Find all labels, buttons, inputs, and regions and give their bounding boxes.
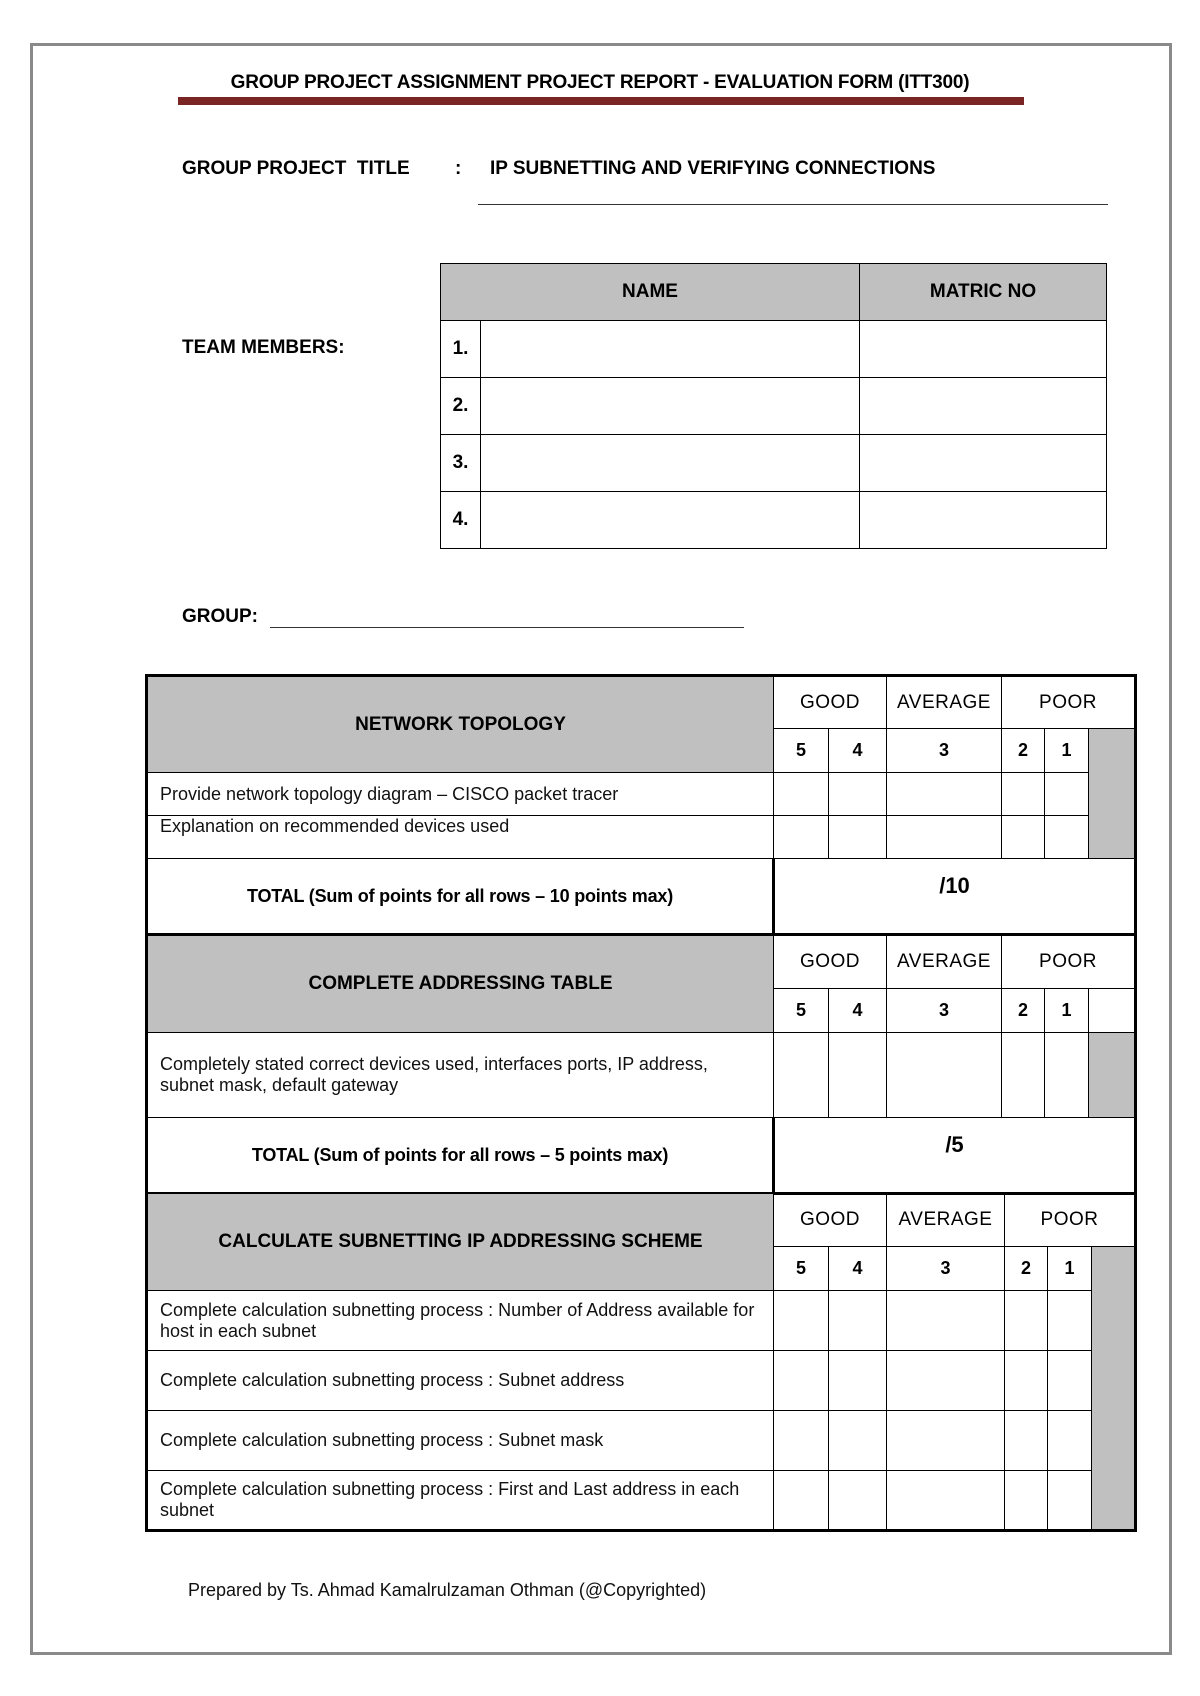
score-cell[interactable]: [1005, 1411, 1048, 1471]
criteria-text: Complete calculation subnetting process : Subnet address: [147, 1351, 774, 1411]
criteria-text: Complete calculation subnetting process : Number of Address available for host in each subnet: [147, 1291, 774, 1351]
matric-no-field[interactable]: [860, 378, 1107, 435]
criteria-text: Complete calculation subnetting process : First and Last address in each subnet: [147, 1471, 774, 1531]
team-row-number: 1.: [441, 321, 481, 378]
criteria-row: [147, 816, 1136, 859]
score-cell[interactable]: [1045, 816, 1089, 859]
score-cell[interactable]: [1005, 1291, 1048, 1351]
score-cell[interactable]: [774, 1351, 829, 1411]
score-cell[interactable]: [887, 816, 1002, 859]
team-row: [441, 378, 1107, 435]
project-title-colon: :: [455, 158, 462, 179]
grade-good: GOOD: [774, 676, 887, 729]
total-label: TOTAL (Sum of points for all rows – 5 points max): [147, 1118, 774, 1194]
criteria-row: [147, 1351, 1136, 1411]
total-value[interactable]: /10: [774, 859, 1136, 935]
score-cell[interactable]: [1005, 1351, 1048, 1411]
total-value[interactable]: /5: [774, 1118, 1136, 1194]
criteria-text: Explanation on recommended devices used: [147, 816, 774, 859]
score-3: 3: [887, 1247, 1005, 1291]
form-title: GROUP PROJECT ASSIGNMENT PROJECT REPORT - EVALUATION FORM (ITT300): [230, 72, 970, 93]
project-title-value: IP SUBNETTING AND VERIFYING CONNECTIONS: [490, 158, 936, 179]
score-cell[interactable]: [1048, 1471, 1092, 1531]
member-name-field[interactable]: [481, 378, 860, 435]
grade-good: GOOD: [774, 936, 887, 989]
criteria-text: Complete calculation subnetting process : Subnet mask: [147, 1411, 774, 1471]
project-title-label: GROUP PROJECT TITLE: [182, 158, 410, 179]
section-title: CALCULATE SUBNETTING IP ADDRESSING SCHEME: [147, 1194, 774, 1291]
member-name-field[interactable]: [481, 435, 860, 492]
total-label: TOTAL (Sum of points for all rows – 10 points max): [147, 859, 774, 935]
score-5: 5: [774, 729, 829, 773]
score-1: 1: [1045, 989, 1089, 1033]
grade-poor: POOR: [1005, 1194, 1136, 1247]
member-name-field[interactable]: [481, 492, 860, 549]
score-cell[interactable]: [829, 1351, 887, 1411]
score-cell[interactable]: [1048, 1291, 1092, 1351]
score-cell[interactable]: [829, 773, 887, 816]
score-cell[interactable]: [1045, 1033, 1089, 1118]
score-cell[interactable]: [774, 1411, 829, 1471]
grade-poor: POOR: [1002, 936, 1136, 989]
score-5: 5: [774, 1247, 829, 1291]
score-cell[interactable]: [774, 816, 829, 859]
score-4: 4: [829, 1247, 887, 1291]
team-row-number: 4.: [441, 492, 481, 549]
team-row-number: 2.: [441, 378, 481, 435]
matric-no-field[interactable]: [860, 435, 1107, 492]
section-title: COMPLETE ADDRESSING TABLE: [147, 936, 774, 1033]
score-cell[interactable]: [829, 1471, 887, 1531]
score-cell[interactable]: [887, 773, 1002, 816]
score-cell[interactable]: [829, 1033, 887, 1118]
score-cell[interactable]: [1045, 773, 1089, 816]
criteria-row: [147, 1411, 1136, 1471]
score-cell[interactable]: [887, 1351, 1005, 1411]
grade-average: AVERAGE: [887, 676, 1002, 729]
criteria-row: [147, 1291, 1136, 1351]
shaded-cell: [1089, 1033, 1136, 1118]
score-cell[interactable]: [774, 1033, 829, 1118]
score-cell[interactable]: [887, 1471, 1005, 1531]
score-cell[interactable]: [1002, 773, 1045, 816]
score-cell[interactable]: [887, 1411, 1005, 1471]
score-cell[interactable]: [829, 1411, 887, 1471]
score-2: 2: [1005, 1247, 1048, 1291]
addressing-table-rubric: [145, 935, 1137, 1195]
team-row-number: 3.: [441, 435, 481, 492]
criteria-row: [147, 1471, 1136, 1531]
grade-poor: POOR: [1002, 676, 1136, 729]
matric-header: MATRIC NO: [860, 264, 1107, 321]
score-blank: [1089, 989, 1136, 1033]
title-rule: [178, 97, 1024, 105]
group-field[interactable]: [270, 627, 744, 628]
subnetting-scheme-table: [145, 1193, 1137, 1532]
score-4: 4: [829, 729, 887, 773]
score-cell[interactable]: [829, 816, 887, 859]
grade-average: AVERAGE: [887, 1194, 1005, 1247]
matric-no-field[interactable]: [860, 321, 1107, 378]
grade-average: AVERAGE: [887, 936, 1002, 989]
network-topology-table: [145, 674, 1137, 936]
criteria-row: [147, 773, 1136, 816]
score-cell[interactable]: [1048, 1411, 1092, 1471]
criteria-text: Provide network topology diagram – CISCO packet tracer: [147, 773, 774, 816]
group-label: GROUP:: [182, 606, 258, 627]
score-cell[interactable]: [887, 1033, 1002, 1118]
shaded-cell: [1089, 729, 1136, 859]
score-1: 1: [1048, 1247, 1092, 1291]
score-1: 1: [1045, 729, 1089, 773]
score-2: 2: [1002, 729, 1045, 773]
score-4: 4: [829, 989, 887, 1033]
grade-good: GOOD: [774, 1194, 887, 1247]
project-title-underline: [478, 204, 1108, 205]
member-name-field[interactable]: [481, 321, 860, 378]
team-row: [441, 492, 1107, 549]
score-cell[interactable]: [1002, 816, 1045, 859]
score-3: 3: [887, 989, 1002, 1033]
team-members-label: TEAM MEMBERS:: [182, 337, 345, 358]
score-cell[interactable]: [829, 1291, 887, 1351]
matric-no-field[interactable]: [860, 492, 1107, 549]
score-cell[interactable]: [1048, 1351, 1092, 1411]
score-5: 5: [774, 989, 829, 1033]
team-members-table: [440, 263, 1107, 549]
shaded-cell: [1092, 1247, 1136, 1531]
team-row: [441, 321, 1107, 378]
score-cell[interactable]: [774, 1471, 829, 1531]
score-cell[interactable]: [774, 1291, 829, 1351]
team-row: [441, 435, 1107, 492]
criteria-row: [147, 1033, 1136, 1118]
score-cell[interactable]: [1002, 1033, 1045, 1118]
score-cell[interactable]: [887, 1291, 1005, 1351]
score-3: 3: [887, 729, 1002, 773]
section-title: NETWORK TOPOLOGY: [147, 676, 774, 773]
criteria-text: Completely stated correct devices used, interfaces ports, IP address, subnet mask, default gateway: [147, 1033, 774, 1118]
name-header: NAME: [441, 264, 860, 321]
footer-credit: Prepared by Ts. Ahmad Kamalrulzaman Othman (@Copyrighted): [188, 1580, 707, 1600]
score-cell[interactable]: [1005, 1471, 1048, 1531]
score-2: 2: [1002, 989, 1045, 1033]
score-cell[interactable]: [774, 773, 829, 816]
